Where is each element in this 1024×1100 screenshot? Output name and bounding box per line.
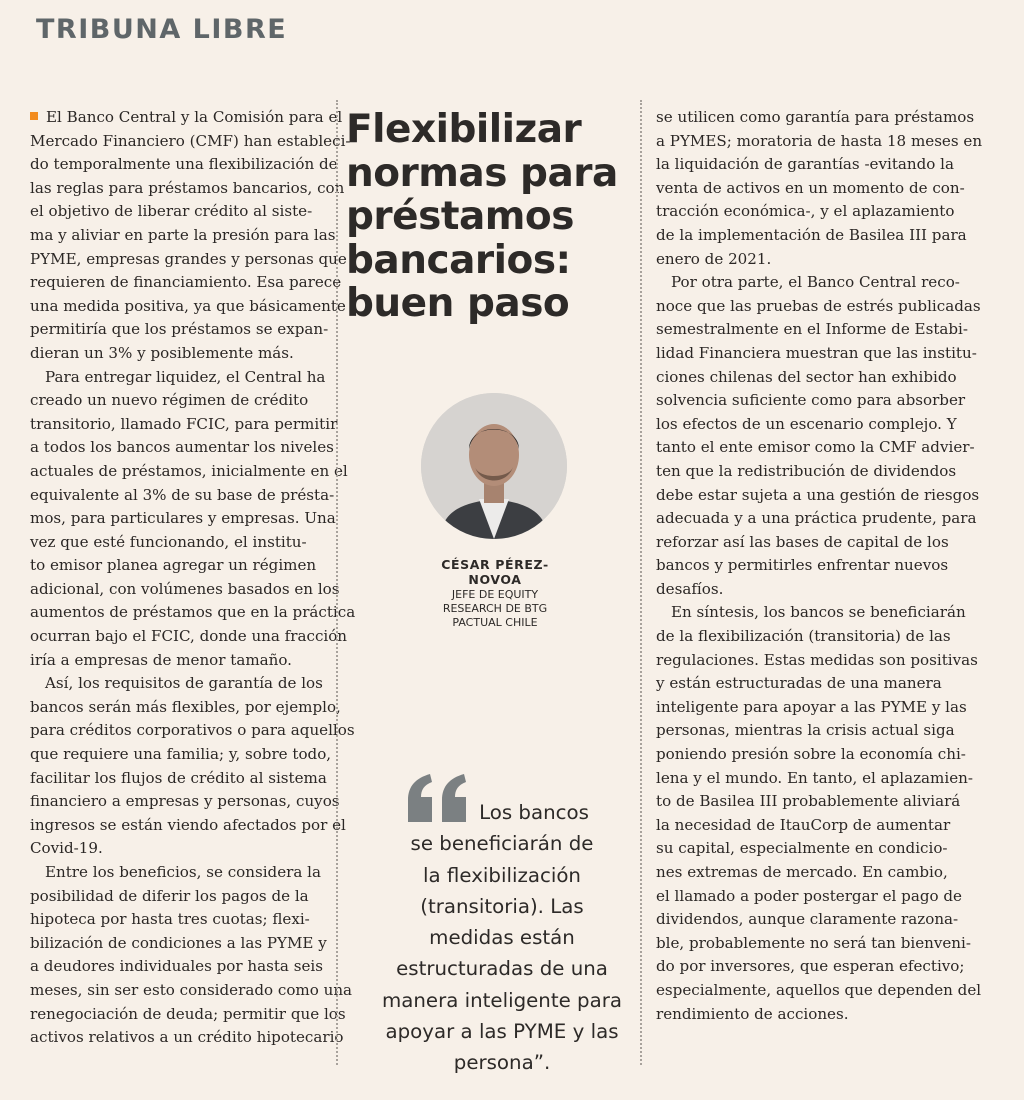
text-line: tracción económica-, y el aplazamiento — [656, 202, 955, 221]
text-line: enero de 2021. — [656, 249, 772, 268]
text-line: la necesidad de ItauCorp de aumentar — [656, 815, 951, 834]
author-portrait-icon — [421, 393, 567, 539]
text-line: a todos los bancos aumentar los niveles — [30, 438, 334, 457]
text-line: nes extremas de mercado. En cambio, — [656, 863, 948, 881]
text-line: lena y el mundo. En tanto, el aplazamien- — [656, 768, 973, 787]
author-role: JEFE DE EQUITY RESEARCH DE BTG PACTUAL CHILE — [442, 588, 548, 629]
headline-line: buen paso — [346, 281, 570, 326]
text-line: su capital, especialmente en condicio- — [656, 839, 948, 858]
text-line: PYME, empresas grandes y personas que — [30, 249, 347, 268]
text-line: y están estructuradas de una manera — [656, 674, 942, 693]
text-line: adecuada y a una práctica prudente, para — [656, 509, 977, 528]
text-line: permitiría que los préstamos se expan- — [30, 320, 329, 339]
text-line: to de Basilea III probablemente aliviará — [656, 792, 961, 811]
headline-line: préstamos — [346, 194, 574, 239]
text-line: El Banco Central y la Comisión para el — [30, 106, 330, 130]
text-line: vez que esté funcionando, el institu- — [30, 532, 307, 551]
author-photo — [421, 393, 567, 539]
headline-line: normas para — [346, 150, 618, 196]
text-line: de la implementación de Basilea III para — [656, 225, 967, 244]
text-line: regulaciones. Estas medidas son positivas — [656, 650, 978, 669]
text-line: activos relativos a un crédito hipotecario — [30, 1028, 344, 1047]
text-line: lidad Financiera muestran que las institu- — [656, 343, 977, 362]
author-name: CÉSAR PÉREZ- NOVOA — [441, 557, 549, 587]
text-line: poniendo presión sobre la economía chi- — [656, 745, 966, 764]
quote-line: persona”. — [453, 1051, 551, 1075]
section-label: TRIBUNA LIBRE — [36, 14, 288, 45]
quote-line: se beneficiarán de — [410, 832, 594, 856]
text-line: ten que la redistribución de dividendos — [656, 461, 957, 480]
text-line: posibilidad de diferir los pagos de la — [30, 886, 309, 905]
text-line: venta de activos en un momento de con- — [656, 178, 965, 197]
text-line: Así, los requisitos de garantía de los — [45, 674, 323, 693]
text-line: dividendos, aunque claramente razona- — [656, 910, 959, 929]
text-line: semestralmente en el Informe de Estabi- — [656, 320, 968, 339]
text-line: meses, sin ser esto considerado como una — [30, 980, 353, 999]
text-line: equivalente al 3% de su base de présta- — [30, 485, 335, 504]
article-column-left — [30, 106, 356, 1050]
author-byline — [400, 557, 590, 630]
text-line: aumentos de préstamos que en la práctica — [30, 603, 356, 622]
text-line: requieren de financiamiento. Esa parece — [30, 273, 342, 292]
text-line: actuales de préstamos, inicialmente en el — [30, 461, 348, 480]
text-line: noce que las pruebas de estrés publicadas — [656, 296, 981, 315]
text-line: los efectos de un escenario complejo. Y — [656, 414, 957, 433]
text-line: Mercado Financiero (CMF) han estableci- — [30, 131, 351, 150]
text-line: creado un nuevo régimen de crédito — [30, 391, 309, 410]
text-line: Por otra parte, el Banco Central reco- — [671, 273, 960, 292]
quote-line: apoyar a las PYME y las — [385, 1020, 619, 1044]
text-line: bilización de condiciones a las PYME y — [30, 933, 327, 952]
column-divider-left — [336, 100, 338, 1065]
text-line: reforzar así las bases de capital de los — [656, 532, 949, 551]
text-line: renegociación de deuda; permitir que los — [30, 1004, 346, 1023]
text-line: transitorio, llamado FCIC, para permitir — [30, 414, 338, 433]
text-line: facilitar los flujos de crédito al sistema — [30, 768, 327, 787]
pull-quote — [354, 797, 650, 1079]
text-line: debe estar sujeta a una gestión de riesgos — [656, 485, 980, 504]
text-line: tanto el ente emisor como la CMF advier- — [656, 438, 975, 457]
quote-line: medidas están — [429, 926, 575, 950]
text-line: una medida positiva, ya que básicamente — [30, 296, 346, 315]
text-line: ciones chilenas del sector han exhibido — [656, 367, 957, 386]
text-line: inteligente para apoyar a las PYME y las — [656, 697, 967, 716]
bullet-square-icon — [30, 112, 38, 120]
text-line: para créditos corporativos o para aquellos — [30, 721, 355, 740]
text-line: el llamado a poder postergar el pago de — [656, 886, 962, 905]
text-line: que requiere una familia; y, sobre todo, — [30, 745, 332, 764]
column-divider-right — [640, 100, 642, 1065]
text-line: a PYMES; moratoria de hasta 18 meses en — [656, 131, 983, 150]
text-line: solvencia suficiente como para absorber — [656, 391, 966, 410]
text-line: el objetivo de liberar crédito al siste- — [30, 202, 313, 221]
text-line: personas, mientras la crisis actual siga — [656, 721, 955, 740]
text-line: adicional, con volúmenes basados en los — [30, 579, 340, 598]
text-line: las reglas para préstamos bancarios, con — [30, 178, 345, 197]
text-line: de la flexibilización (transitoria) de las — [656, 627, 951, 646]
quote-line: (transitoria). Las — [420, 894, 584, 918]
quote-line: Los bancos — [479, 801, 589, 824]
headline — [346, 108, 636, 326]
text-line: se utilicen como garantía para préstamos — [656, 108, 975, 126]
text-line: desafíos. — [656, 579, 724, 598]
text-line: ocurran bajo el FCIC, donde una fracción — [30, 627, 348, 646]
quote-line: la flexibilización — [423, 863, 581, 887]
text-line: Para entregar liquidez, el Central ha — [45, 367, 326, 386]
text-line: ingresos se están viendo afectados por el — [30, 815, 346, 834]
text-line: rendimiento de acciones. — [656, 1004, 849, 1023]
text-line: hipoteca por hasta tres cuotas; flexi- — [30, 910, 310, 929]
text-line: do por inversores, que esperan efectivo; — [656, 957, 965, 976]
text-line: ble, probablemente no será tan bienveni- — [656, 933, 971, 952]
text-line: Entre los beneficios, se considera la — [45, 863, 321, 881]
text-line: to emisor planea agregar un régimen — [30, 556, 317, 575]
text-line: especialmente, aquellos que dependen del — [656, 980, 982, 999]
text-line: la liquidación de garantías -evitando la — [656, 155, 955, 174]
text-line: financiero a empresas y personas, cuyos — [30, 792, 340, 811]
quote-line: manera inteligente para — [381, 988, 622, 1012]
text-line: bancos serán más flexibles, por ejemplo, — [30, 697, 341, 716]
headline-line: Flexibilizar — [346, 107, 582, 152]
text-line: mos, para particulares y empresas. Una — [30, 509, 336, 528]
text-line: En síntesis, los bancos se beneficiarán — [671, 603, 966, 622]
text-line: Covid-19. — [30, 839, 103, 858]
text-line: a deudores individuales por hasta seis — [30, 957, 323, 976]
text-line: iría a empresas de menor tamaño. — [30, 650, 292, 669]
text-line: do temporalmente una flexibilización de — [30, 155, 338, 174]
text-line: bancos y permitirles enfrentar nuevos — [656, 556, 949, 575]
headline-line: bancarios: — [346, 237, 571, 283]
text-line: ma y aliviar en parte la presión para las — [30, 225, 336, 244]
text-line: dieran un 3% y posiblemente más. — [30, 343, 294, 362]
article-column-right — [656, 106, 983, 1026]
quote-line: estructuradas de una — [396, 957, 608, 981]
